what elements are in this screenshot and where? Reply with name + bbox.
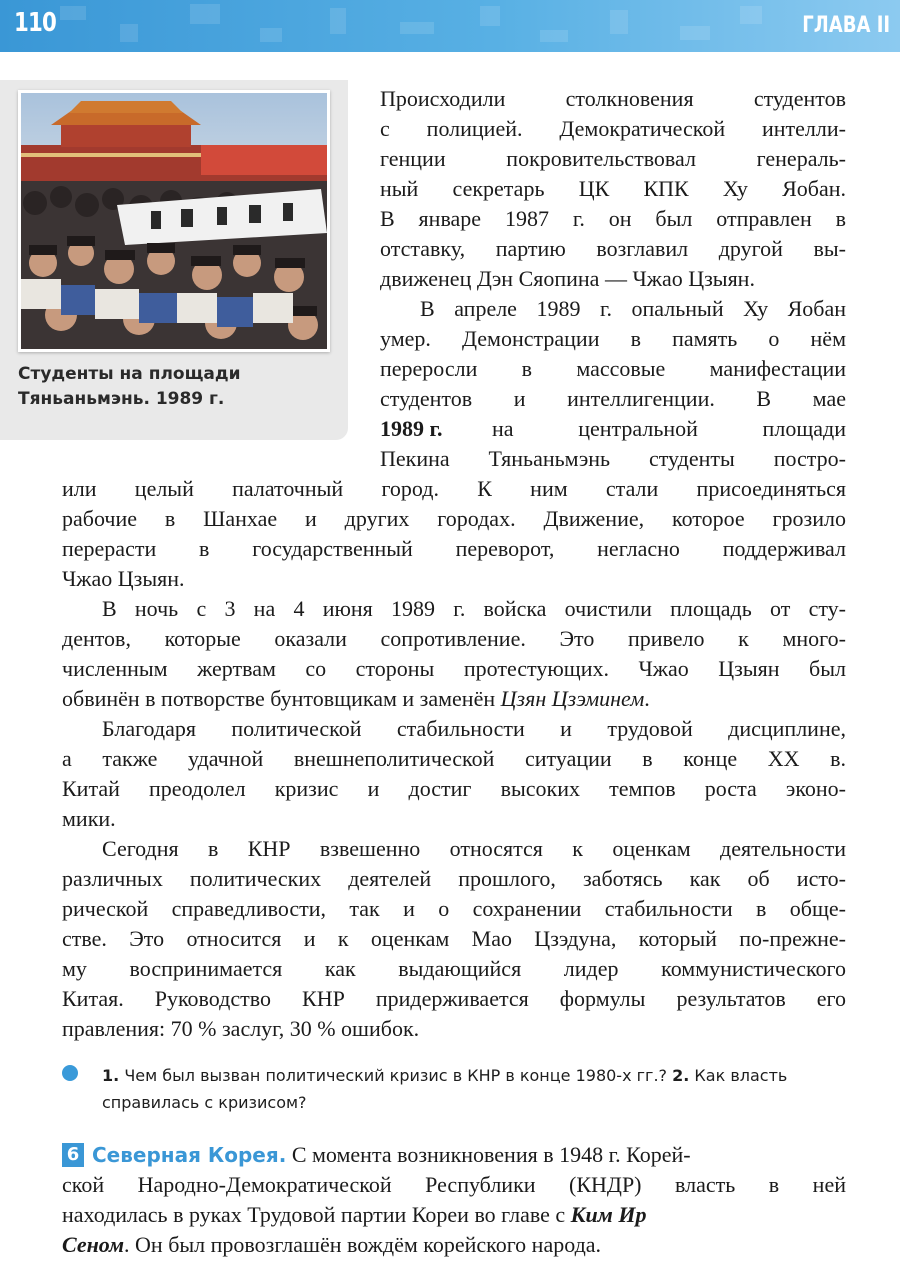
text-line: или целый палаточный город. К ним стали присоединяться xyxy=(62,476,846,501)
text-line: студентов и интеллигенции. В мае xyxy=(380,386,846,411)
text-line: перерасти в государственный переворот, негласно поддерживал xyxy=(62,536,846,561)
text-line: различных политических деятелей прошлого, заботясь как об исто- xyxy=(62,866,846,891)
text-line-mixed xyxy=(62,1200,846,1230)
section-heading-line xyxy=(62,1140,846,1170)
question-text: Как власть справилась с кризисом? xyxy=(102,1066,788,1112)
text-line: с полицией. Демократической интелли- xyxy=(380,116,846,141)
figure-caption-line: Тяньаньмэнь. 1989 г. xyxy=(18,389,225,409)
text-line: Пекина Тяньаньмэнь студенты постро- xyxy=(380,446,846,471)
text-line: рической справедливости, так и о сохранении стабильности в обще- xyxy=(62,896,846,921)
text-line: ской Народно-Демократической Республики (КНДР) власть в ней xyxy=(62,1172,846,1197)
text-line: переросли в массовые манифестации xyxy=(380,356,846,381)
text-line: мики. xyxy=(62,806,116,831)
chapter-label: ГЛАВА II xyxy=(802,13,890,38)
text-line-mixed xyxy=(62,684,846,714)
text-line: умер. Демонстрации в память о нём xyxy=(380,326,846,351)
page-header xyxy=(0,0,900,52)
text-line: ный секретарь ЦК КПК Ху Яобан. xyxy=(380,176,846,201)
text-line-mixed xyxy=(62,1230,846,1260)
header-pattern xyxy=(0,0,900,52)
page-number: 110 xyxy=(14,8,57,38)
text-line: Сегодня в КНР взвешенно относятся к оценкам деятельности xyxy=(102,836,846,861)
section-title: Северная Корея. xyxy=(92,1143,287,1167)
text-line: Происходили столкновения студентов xyxy=(380,86,846,111)
figure-caption xyxy=(18,362,338,412)
text-line: Китай преодолел кризис и достиг высоких темпов роста эконо- xyxy=(62,776,846,801)
text-line: а также удачной внешнеполитической ситуации в конце XX в. xyxy=(62,746,846,771)
text-fragment: С момента возникновения в 1948 г. Корей- xyxy=(291,1142,691,1167)
text-line: движенец Дэн Сяопина — Чжао Цзыян. xyxy=(380,266,755,291)
italic-name: Ким Ир xyxy=(570,1202,647,1227)
text-line: отставку, партию возглавил другой вы- xyxy=(380,236,846,261)
section-number-badge: 6 xyxy=(62,1143,84,1167)
text-line: Благодаря политической стабильности и трудовой дисциплине, xyxy=(102,716,846,741)
text-line: В апреле 1989 г. опальный Ху Яобан xyxy=(420,296,846,321)
question-bullet-icon xyxy=(62,1065,78,1081)
text-fragment: находилась в руках Трудовой партии Кореи во главе с xyxy=(62,1202,571,1227)
text-line: генции покровительствовал генераль- xyxy=(380,146,846,171)
figure-box xyxy=(0,80,348,440)
figure-caption-line: Студенты на площади xyxy=(18,364,241,384)
question-number: 2. xyxy=(672,1066,690,1085)
text-line: В ночь с 3 на 4 июня 1989 г. войска очистили площадь от сту- xyxy=(102,596,846,621)
text-line: Китая. Руководство КНР придерживается формулы результатов его xyxy=(62,986,846,1011)
review-questions xyxy=(102,1062,846,1116)
question-number: 1. xyxy=(102,1066,120,1085)
text-line: дентов, которые оказали сопротивление. Это привело к много- xyxy=(62,626,846,651)
tiananmen-photo xyxy=(18,90,330,352)
text-fragment: на центральной площади xyxy=(492,416,846,441)
text-line: рабочие в Шанхае и других городах. Движение, которое грозило xyxy=(62,506,846,531)
text-fragment: . xyxy=(644,686,650,711)
question-text: Чем был вызван политический кризис в КНР в конце 1980-х гг.? xyxy=(124,1066,668,1085)
text-line: правления: 70 % заслуг, 30 % ошибок. xyxy=(62,1016,420,1041)
text-line-mixed xyxy=(380,414,846,444)
tiananmen-photo-illustration xyxy=(21,93,327,349)
text-fragment: . Он был провозглашён вождём корейского народа. xyxy=(124,1232,602,1257)
text-line: В январе 1987 г. он был отправлен в xyxy=(380,206,846,231)
italic-name: Цзян Цзэминем xyxy=(500,686,645,711)
italic-name: Сеном xyxy=(62,1232,125,1257)
text-line: Чжао Цзыян. xyxy=(62,566,185,591)
text-line: стве. Это относится и к оценкам Мао Цзэдуна, который по-прежне- xyxy=(62,926,846,951)
bold-year: 1989 г. xyxy=(380,416,443,441)
text-line: численным жертвам со стороны протестующих. Чжао Цзыян был xyxy=(62,656,846,681)
text-line: му воспринимается как выдающийся лидер коммунистического xyxy=(62,956,846,981)
text-fragment: обвинён в потворстве бунтовщикам и заменён xyxy=(62,686,501,711)
